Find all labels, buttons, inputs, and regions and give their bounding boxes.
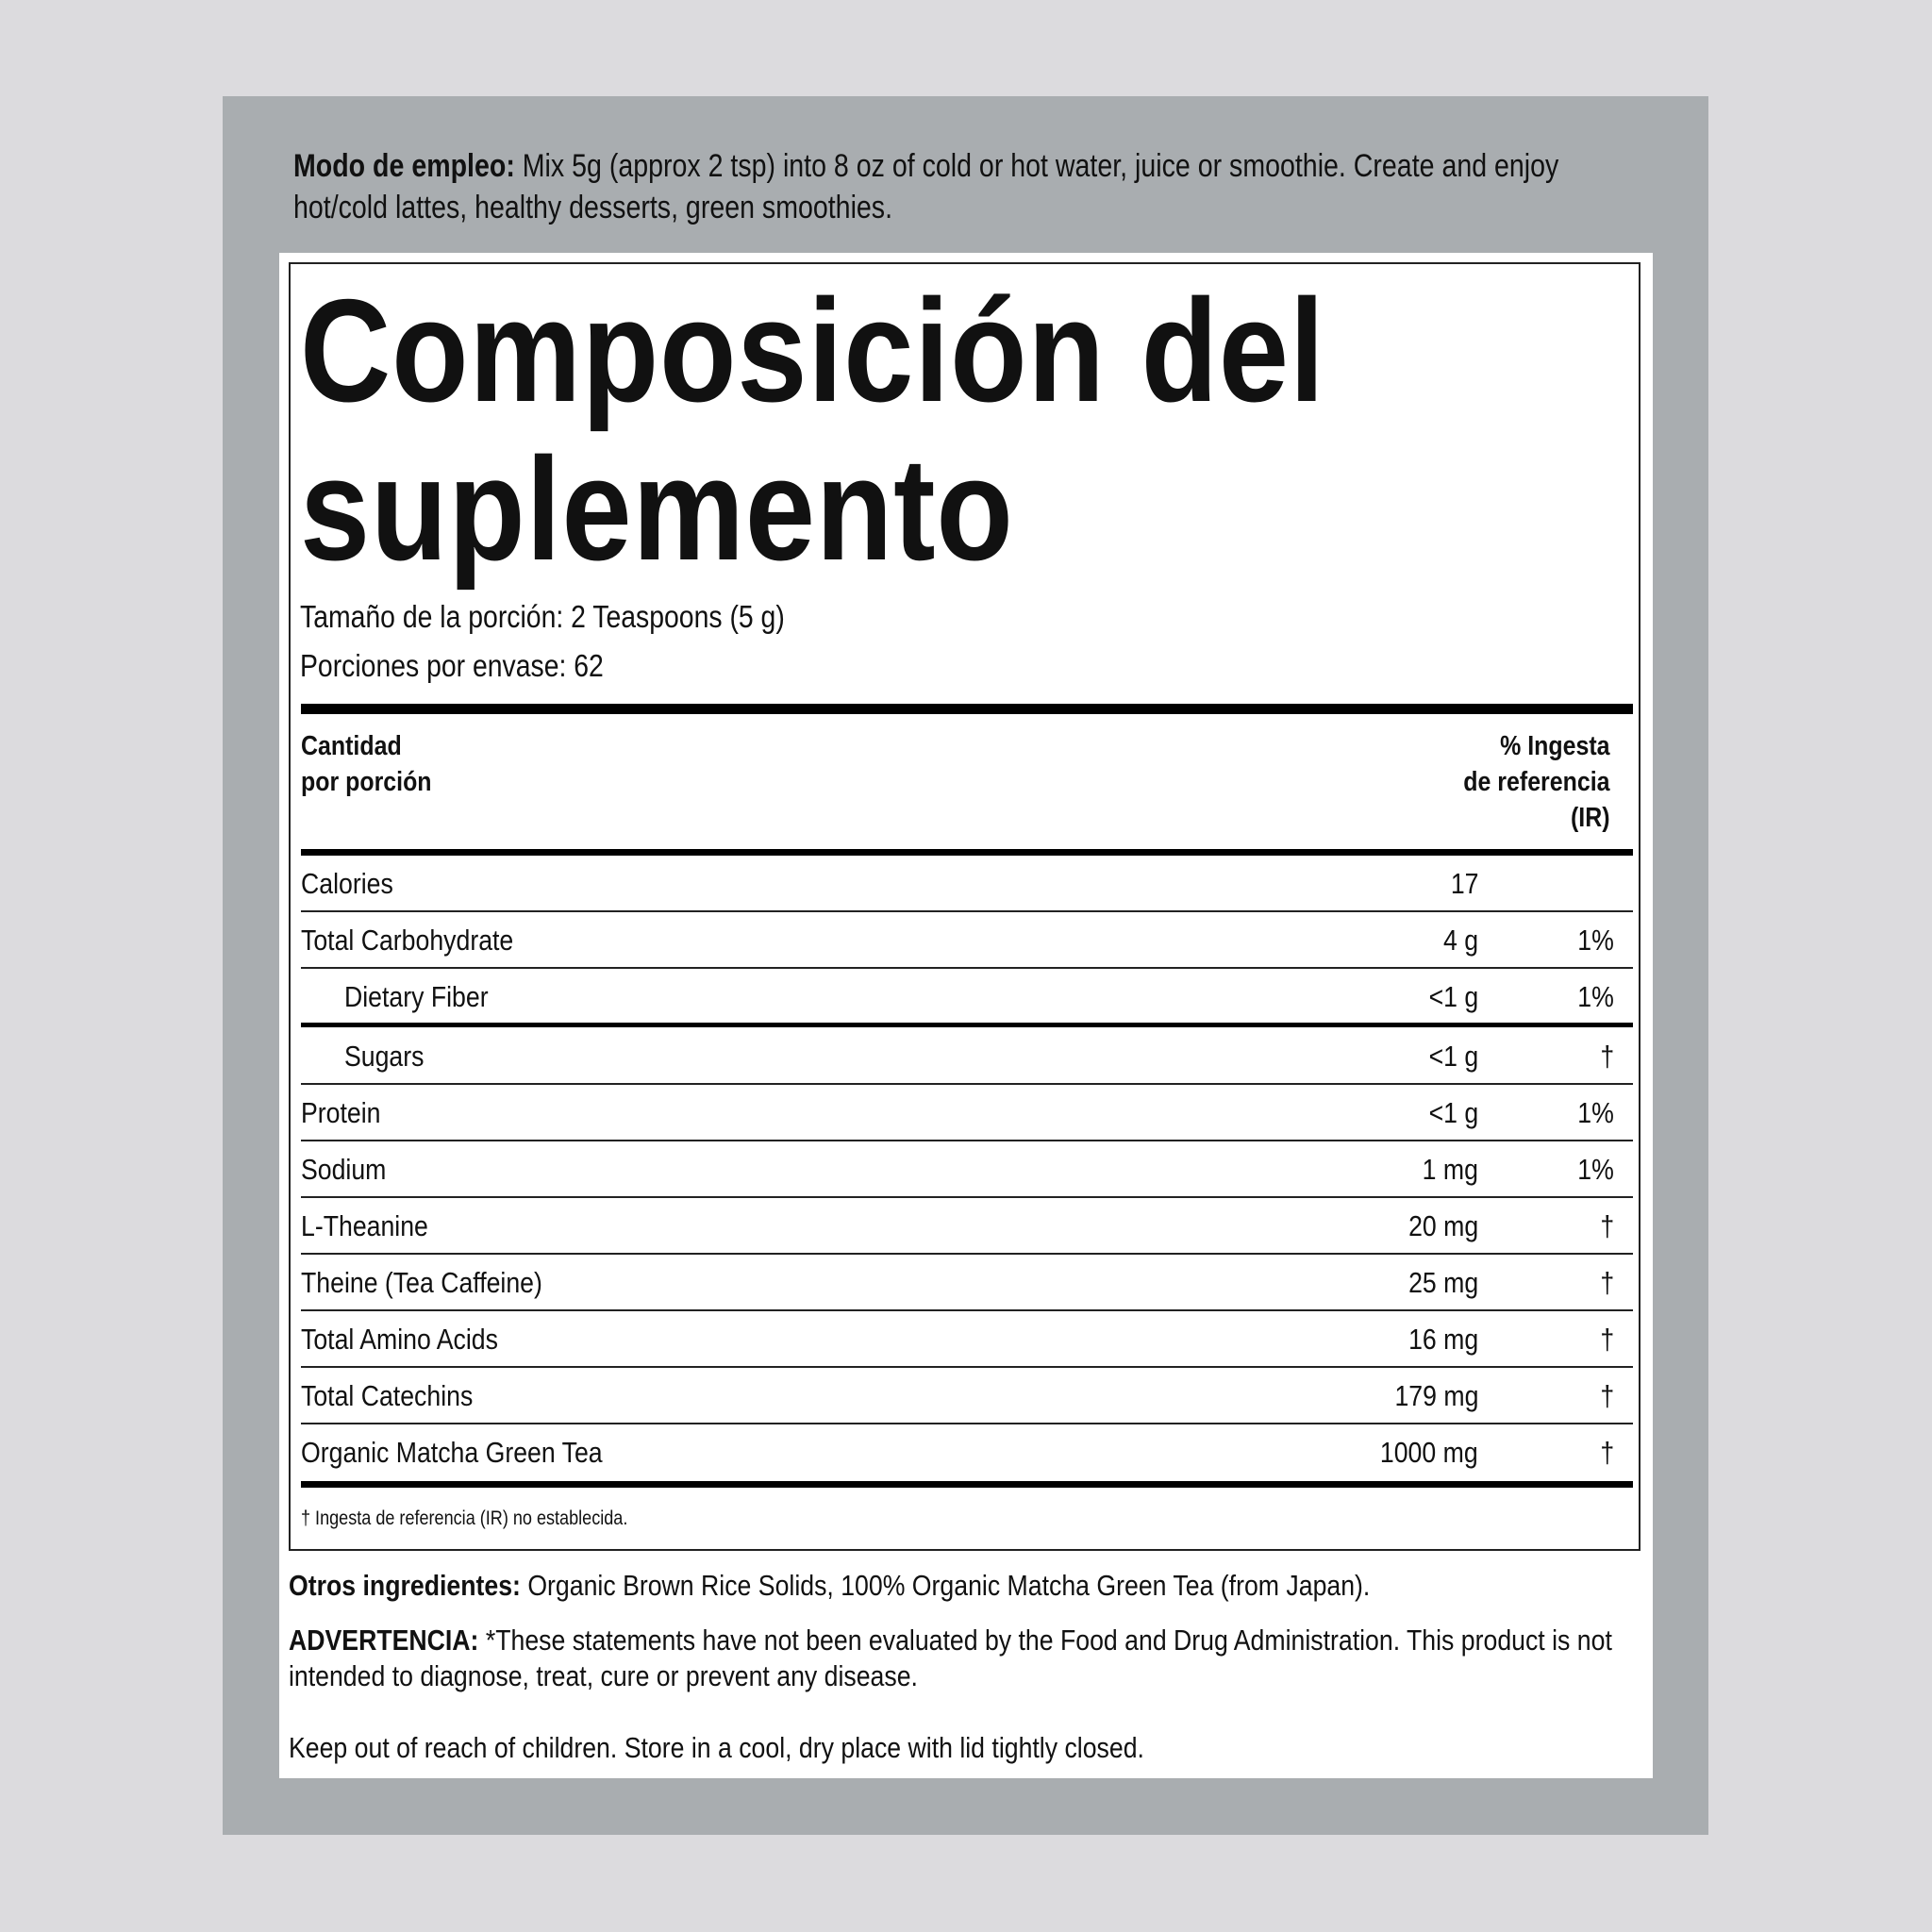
header-ir-line-1: % Ingesta <box>1500 731 1610 761</box>
table-row <box>301 1255 1633 1311</box>
table-row <box>301 969 1633 1025</box>
nutrient-amount: 20 mg <box>1407 1209 1478 1242</box>
nutrient-name: Total Carbohydrate <box>301 924 514 957</box>
facts-title-line-1: Composición del <box>300 269 1325 432</box>
nutrient-ir: † <box>1600 1379 1614 1412</box>
warning-text <box>289 1623 1652 1694</box>
header-ir-line-2: de referencia <box>1463 767 1610 797</box>
nutrient-amount: <1 g <box>1428 980 1478 1013</box>
nutrient-ir: 1% <box>1577 1153 1614 1186</box>
storage-text: Keep out of reach of children. Store in a cool, dry place with lid tightly closed. <box>289 1731 1144 1764</box>
nutrient-amount: 25 mg <box>1407 1266 1478 1299</box>
footnote: † Ingesta de referencia (IR) no establecida. <box>301 1507 628 1529</box>
nutrient-ir: † <box>1600 1209 1614 1242</box>
row-divider <box>301 1023 1633 1027</box>
header-amount-line-2: por porción <box>301 767 432 797</box>
amount-per-serving-header <box>301 728 432 800</box>
reference-intake-header <box>1464 728 1610 836</box>
nutrient-ir: 1% <box>1577 924 1614 957</box>
table-row <box>301 1311 1633 1368</box>
facts-title-line-2: suplemento <box>300 427 1014 591</box>
nutrient-amount: 1 mg <box>1422 1153 1478 1186</box>
table-row <box>301 1141 1633 1198</box>
table-row <box>301 1028 1633 1085</box>
table-row <box>301 912 1633 969</box>
nutrient-name: Dietary Fiber <box>344 980 489 1013</box>
nutrient-name: Organic Matcha Green Tea <box>301 1436 603 1469</box>
header-amount-line-1: Cantidad <box>301 731 402 761</box>
table-row <box>301 1198 1633 1255</box>
nutrient-name: Sugars <box>344 1040 425 1073</box>
nutrient-name: Calories <box>301 867 393 900</box>
nutrient-amount: <1 g <box>1428 1096 1478 1129</box>
nutrient-amount: 4 g <box>1442 924 1478 957</box>
nutrient-name: Theine (Tea Caffeine) <box>301 1266 542 1299</box>
warning-body: *These statements have not been evaluated by the Food and Drug Administration. This product is not intended to diagnose, treat, cure or prevent any disease. <box>289 1624 1612 1692</box>
thick-divider-bottom <box>301 1481 1633 1488</box>
directions-label: Modo de empleo: <box>293 148 515 184</box>
table-row <box>301 856 1633 912</box>
serving-size: Tamaño de la porción: 2 Teaspoons (5 g) <box>300 599 785 634</box>
nutrient-amount: 17 <box>1450 867 1478 900</box>
nutrient-name: Sodium <box>301 1153 387 1186</box>
nutrient-ir: 1% <box>1577 980 1614 1013</box>
nutrient-name: Total Amino Acids <box>301 1323 498 1356</box>
header-ir-line-3: (IR) <box>1571 803 1610 833</box>
other-ingredients-body: Organic Brown Rice Solids, 100% Organic Matcha Green Tea (from Japan). <box>520 1569 1371 1602</box>
nutrient-amount: 16 mg <box>1407 1323 1478 1356</box>
supplement-facts-box <box>289 262 1641 1551</box>
nutrient-ir: † <box>1600 1040 1614 1073</box>
nutrient-amount: 179 mg <box>1394 1379 1478 1412</box>
directions-body: Mix 5g (approx 2 tsp) into 8 oz of cold or hot water, juice or smoothie. Create and enjoy hot/cold lattes, healthy desserts, green smoothies. <box>293 148 1559 225</box>
table-row <box>301 1424 1633 1481</box>
other-ingredients <box>289 1568 1652 1604</box>
nutrient-amount: 1000 mg <box>1380 1436 1478 1469</box>
nutrient-ir: † <box>1600 1266 1614 1299</box>
nutrient-ir: 1% <box>1577 1096 1614 1129</box>
nutrient-name: Protein <box>301 1096 381 1129</box>
nutrient-ir: † <box>1600 1436 1614 1469</box>
table-row <box>301 1368 1633 1424</box>
nutrient-name: L-Theanine <box>301 1209 428 1242</box>
thick-divider-header <box>301 849 1633 856</box>
other-ingredients-label: Otros ingredientes: <box>289 1569 521 1602</box>
directions-text <box>293 145 1641 228</box>
nutrient-ir: † <box>1600 1323 1614 1356</box>
thick-divider-top <box>301 704 1633 714</box>
warning-label: ADVERTENCIA: <box>289 1624 479 1657</box>
table-row <box>301 1085 1633 1141</box>
servings-per-container: Porciones por envase: 62 <box>300 648 604 683</box>
nutrient-amount: <1 g <box>1428 1040 1478 1073</box>
nutrient-name: Total Catechins <box>301 1379 474 1412</box>
